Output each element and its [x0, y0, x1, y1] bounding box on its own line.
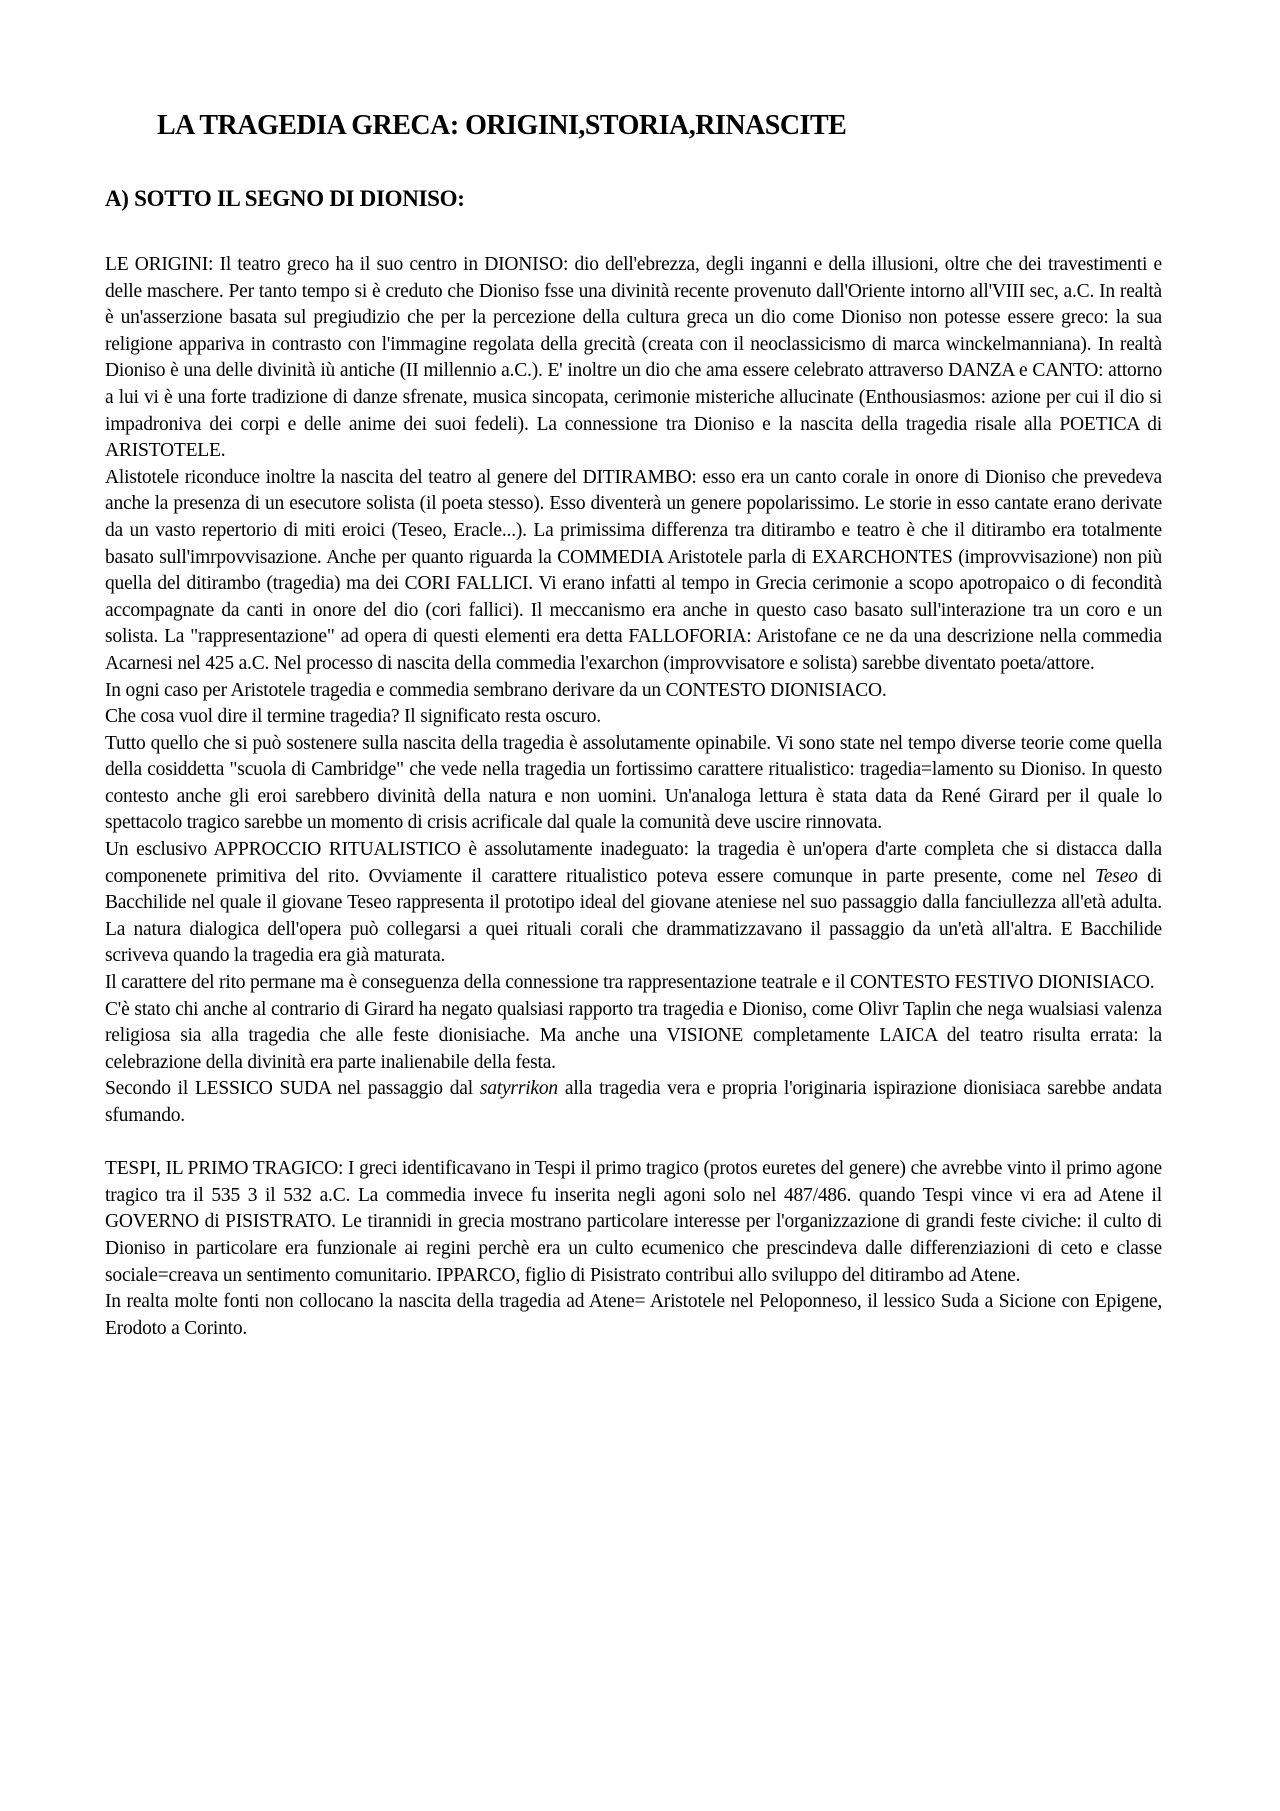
paragraph — [105, 731, 1162, 837]
paragraph — [105, 997, 1162, 1077]
paragraph — [105, 704, 1162, 731]
text-run: C'è stato chi anche al contrario di Girard ha negato qualsiasi rapporto tra tragedia e Dioniso, come Olivr Taplin che nega wualsiasi valenza religiosa sia alla tragedia che alle feste dionisiache. Ma anche una VISIONE completamente LAICA del teatro risulta errata: la celebrazione della divinità era parte inalienabile della festa. — [105, 998, 1162, 1073]
paragraph — [105, 837, 1162, 970]
paragraph — [105, 970, 1162, 997]
paragraph — [105, 1289, 1162, 1342]
text-run: Che cosa vuol dire il termine tragedia? Il significato resta oscuro. — [105, 706, 601, 728]
text-run: satyrrikon — [479, 1078, 558, 1100]
text-run: Teseo — [1095, 865, 1138, 887]
text-run: In realta molte fonti non collocano la nascita della tragedia ad Atene= Aristotele nel Peloponneso, il lessico Suda a Sicione con Epigene, Erodoto a Corinto. — [105, 1291, 1162, 1339]
paragraph — [105, 252, 1162, 465]
text-run: Alistotele riconduce inoltre la nascita del teatro al genere del DITIRAMBO: esso era un canto corale in onore di Dioniso che prevedeva anche la presenza di un esecutore solista (il poeta stesso). Esso diventerà un genere popolarissimo. Le storie in esso cantate erano derivate da un vasto repertorio di miti eroici (Teseo, Eracle...). La primissima differenza tra ditirambo e teatro è che il ditirambo era totalmente basato sull'imrpovvisazione. Anche per quanto riguarda la COMMEDIA Aristotele parla di EXARCHONTES (improvvisazione) non più quella del ditirambo (tragedia) ma dei CORI FALLICI. Vi erano infatti al tempo in Grecia cerimonie a scopo apotropaico o di fecondità accompagnate da canti in onore del dio (cori fallici). Il meccanismo era anche in questo caso basato sull'interazione tra un coro e un solista. La "rappresentazione" ad opera di questi elementi era detta FALLOFORIA: Aristofane ce ne da una descrizione nella commedia Acarnesi nel 425 a.C. Nel processo di nascita della commedia l'exarchon (improvvisatore e solista) sarebbe diventato poeta/attore. — [105, 466, 1162, 674]
paragraph — [105, 1156, 1162, 1289]
paragraph — [105, 1076, 1162, 1129]
paragraph — [105, 678, 1162, 705]
paragraph-spacer — [105, 1130, 1162, 1157]
text-run: LE ORIGINI: Il teatro greco ha il suo centro in DIONISO: dio dell'ebrezza, degli inganni e della illusioni, oltre che dei travestimenti e delle maschere. Per tanto tempo si è creduto che Dioniso fsse una divinità recente provenuto dall'Oriente intorno all'VIII sec, a.C. In realtà è un'asserzione basata sul pregiudizio che per la percezione della cultura greca un dio come Dioniso non potesse essere greco: la sua religione appariva in contrasto con l'immagine regolata della grecità (creata con il neoclassicismo di marca winckelmanniana). In realtà Dioniso è una delle divinità iù antiche (II millennio a.C.). E' inoltre un dio che ama essere celebrato attraverso DANZA e CANTO: attorno a lui vi è una forte tradizione di danze sfrenate, musica sincopata, cerimonie misteriche allucinate (Enthousiasmos: azione per cui il dio si impadroniva dei corpi e delle anime dei suoi fedeli). La connessione tra Dioniso e la nascita della tragedia risale alla POETICA di ARISTOTELE. — [105, 254, 1162, 462]
paragraph — [105, 465, 1162, 678]
text-run: di Bacchilide nel quale il giovane Teseo rappresenta il prototipo ideal del giovane ateniese nel suo passaggio dalla fanciullezza all'età adulta. La natura dialogica dell'opera può collegarsi a quei rituali corali che drammatizzavano il passaggio da un'età all'altra. E Bacchilide scriveva quando la tragedia era già maturata. — [105, 865, 1162, 967]
text-run: alla tragedia vera e propria l'originaria ispirazione dionisiaca sarebbe andata sfumando. — [105, 1078, 1162, 1126]
text-run: Un esclusivo APPROCCIO RITUALISTICO è assolutamente inadeguato: la tragedia è un'opera d'arte completa che si distacca dalla componenete primitiva del rito. Ovviamente il carattere ritualistico poteva essere comunque in parte presente, come nel — [105, 839, 1162, 887]
text-run: Il carattere del rito permane ma è conseguenza della connessione tra rappresentazione teatrale e il CONTESTO FESTIVO DIONISIACO. — [105, 972, 1155, 994]
section-heading: A) SOTTO IL SEGNO DI DIONISO: — [105, 186, 465, 211]
document-body — [105, 252, 1162, 1342]
document-title: LA TRAGEDIA GRECA: ORIGINI,STORIA,RINASCITE — [157, 110, 847, 141]
text-run: Tutto quello che si può sostenere sulla nascita della tragedia è assolutamente opinabile. Vi sono state nel tempo diverse teorie come quella della cosiddetta "scuola di Cambridge" che vede nella tragedia un fortissimo carattere ritualistico: tragedia=lamento su Dioniso. In questo contesto anche gli eroi sarebbero divinità della natura e non uomini. Un'analoga lettura è stata data da René Girard per il quale lo spettacolo tragico sarebbe un momento di crisis acrificale dal quale la comunità deve uscire rinnovata. — [105, 732, 1162, 834]
text-run: In ogni caso per Aristotele tragedia e commedia sembrano derivare da un CONTESTO DIONISIACO. — [105, 679, 887, 701]
text-run: TESPI, IL PRIMO TRAGICO: I greci identificavano in Tespi il primo tragico (protos euretes del genere) che avrebbe vinto il primo agone tragico tra il 535 3 il 532 a.C. La commedia invece fu inserita negli agoni solo nel 487/486. quando Tespi vince vi era ad Atene il GOVERNO di PISISTRATO. Le tirannidi in grecia mostrano particolare interesse per l'organizzazione di grandi feste civiche: il culto di Dioniso in particolare era funzionale ai regini perchè era un culto ecumenico che prescindeva dalle differenziazioni di ceto e classe sociale=creava un sentimento comunitario. IPPARCO, figlio di Pisistrato contribui allo sviluppo del ditirambo ad Atene. — [105, 1158, 1162, 1286]
text-run: Secondo il LESSICO SUDA nel passaggio dal — [105, 1078, 480, 1100]
